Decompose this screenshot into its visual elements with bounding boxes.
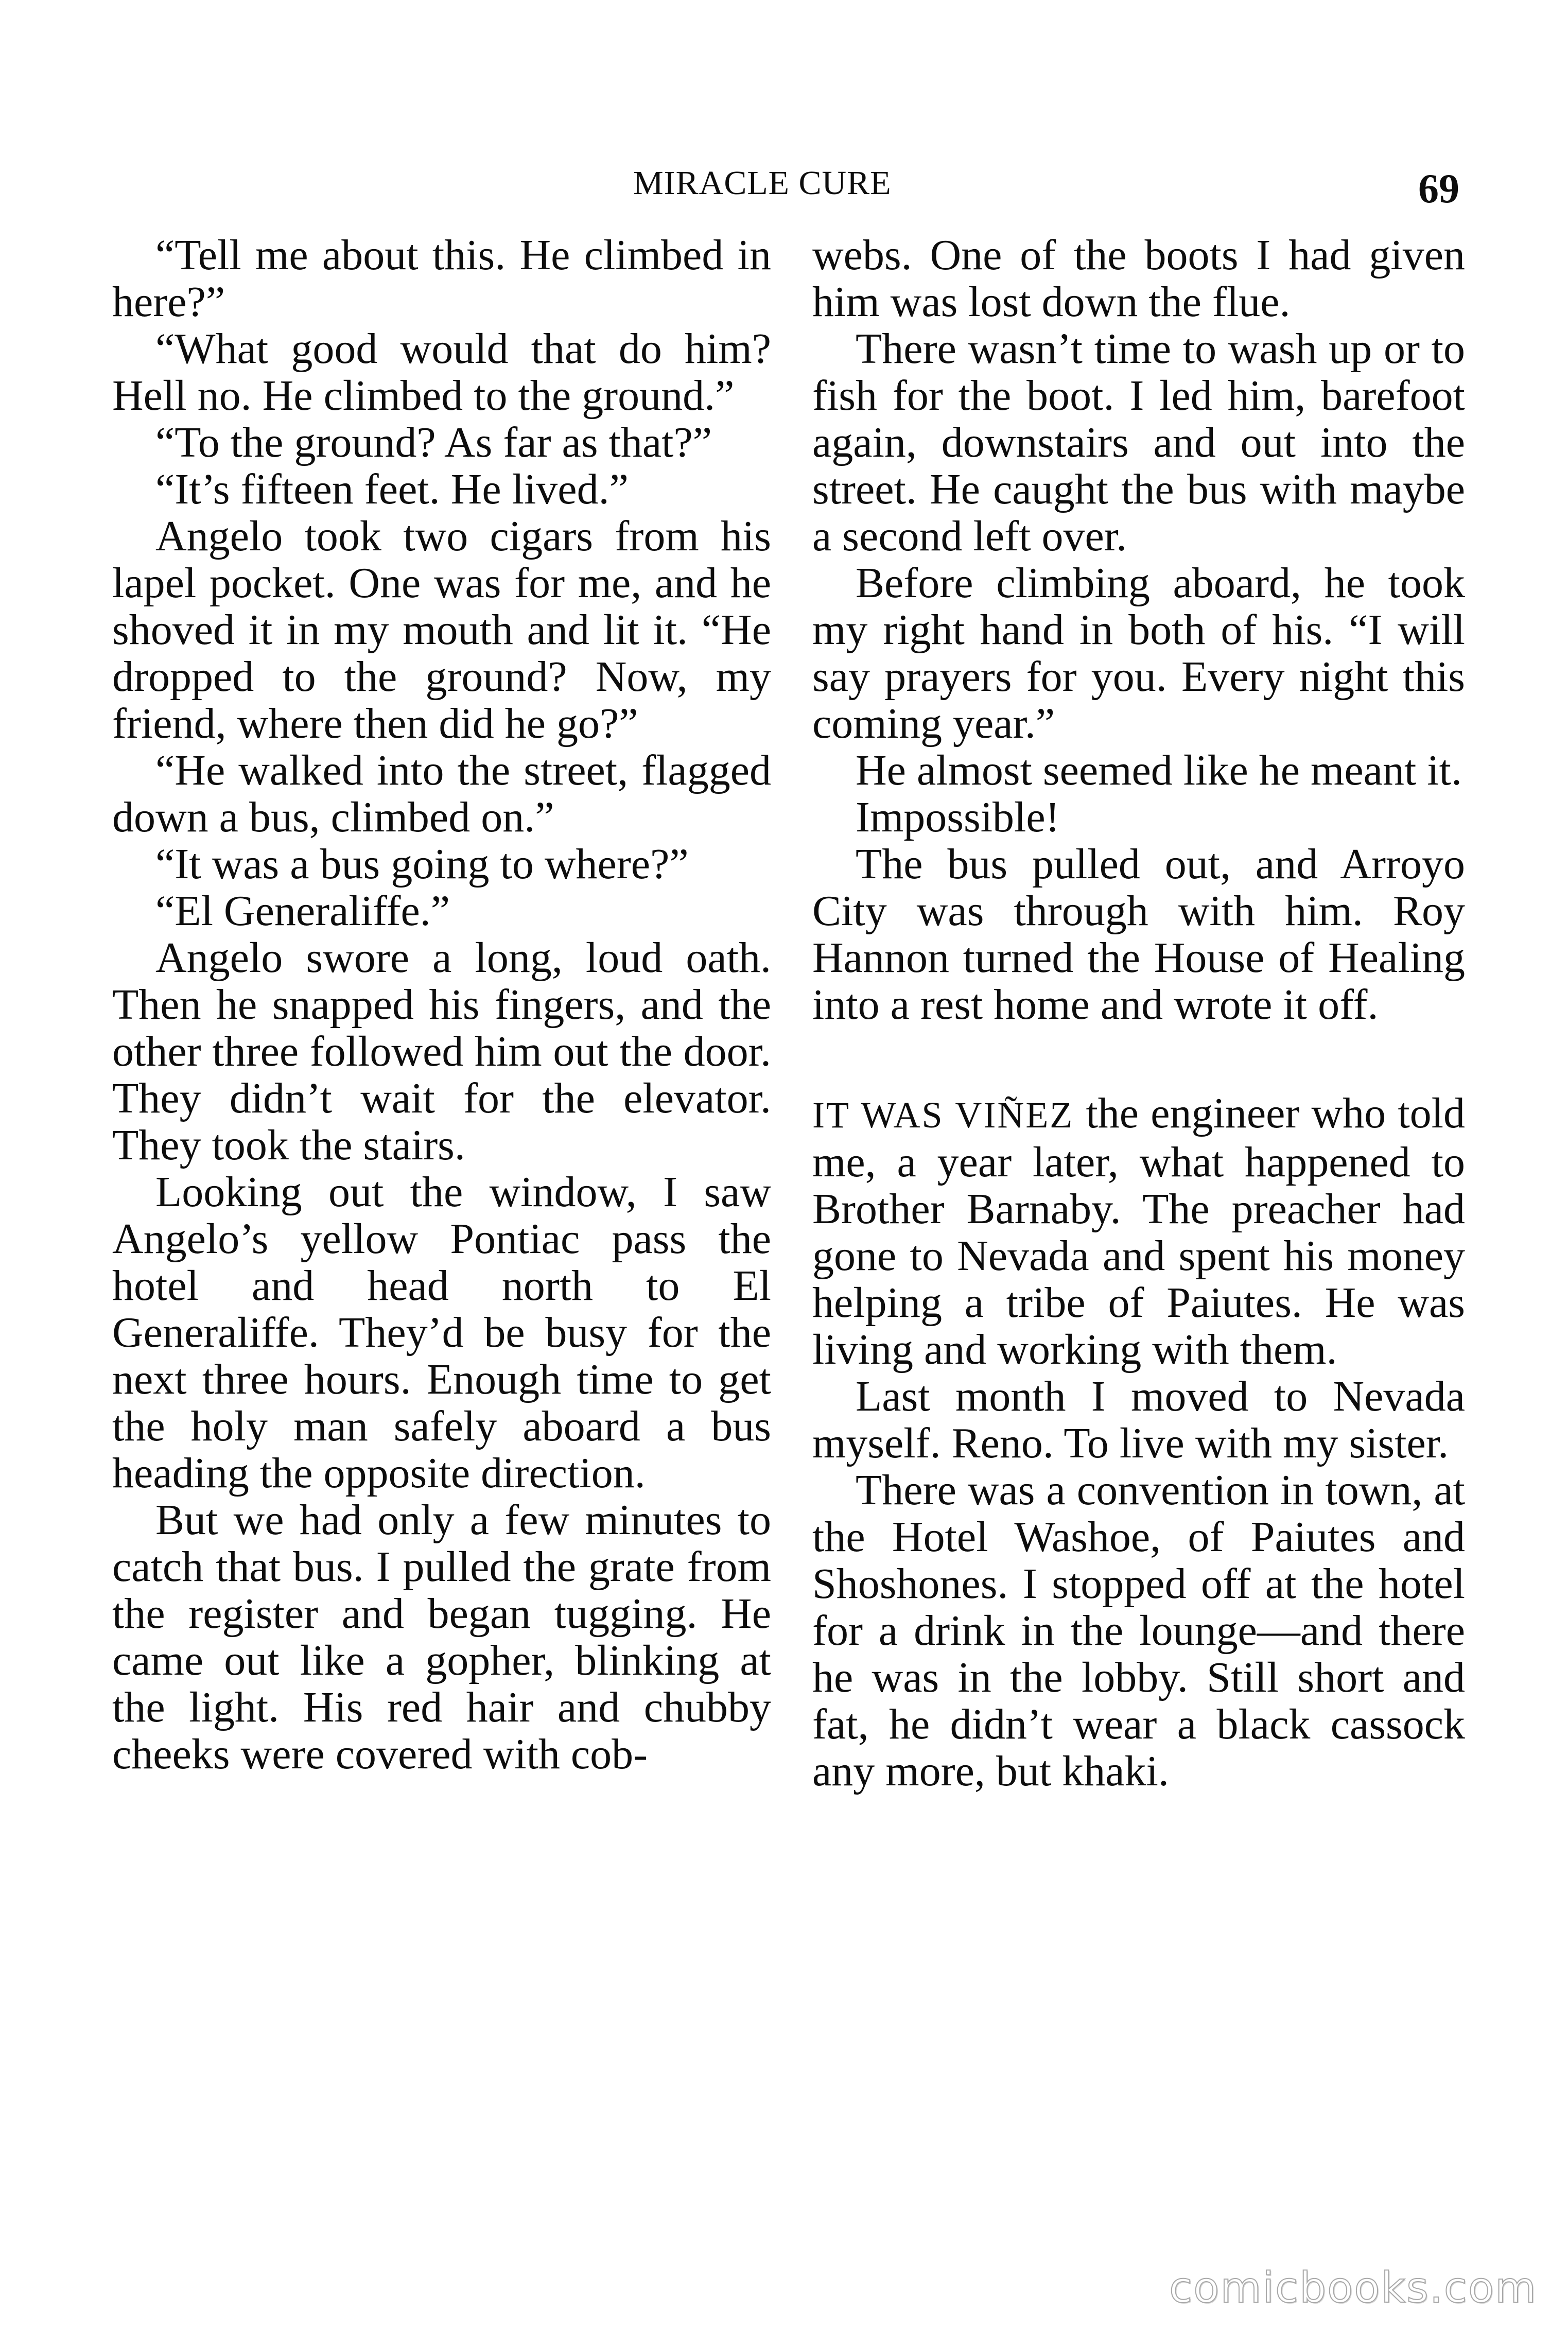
page-number: 69 [1418,166,1459,212]
paragraph: There was a convention in town, at the Hotel Washoe, of Paiutes and Shoshones. I stopped off at the hotel for a drink in the lounge—and there he was in the lobby. Still short and fat, he didn’t wear a black cassock any more, but khaki. [812,1466,1465,1795]
section-opening-text: the engineer who told me, a year later, what happened to Brother Barnaby. The preacher had gone to Nevada and spent his money helping a tribe of Paiutes. He was living and working with them. [812,1089,1465,1373]
paragraph: But we had only a few minutes to catch that bus. I pulled the grate from the register and began tugging. He came out like a gopher, blinking at the light. His red hair and chubby cheeks were covered with cob- [112,1496,771,1778]
paragraph: There wasn’t time to wash up or to fish for the boot. I led him, barefoot again, downstairs and out into the street. He caught the bus with maybe a second left over. [812,325,1465,560]
paragraph: “He walked into the street, flagged down a bus, climbed on.” [112,746,771,841]
right-column [812,232,1465,1795]
running-title: MIRACLE CURE [633,164,892,202]
watermark-logo: comicbooks.com [1169,2264,1537,2312]
paragraph: “To the ground? As far as that?” [155,419,712,466]
paragraph: He almost seemed like he meant it. [856,746,1462,794]
paragraph: Looking out the window, I saw Angelo’s yellow Pontiac pass the hotel and head north to El Generaliffe. They’d be busy for the next three hours. Enough time to get the holy man safely aboard a bus heading the opposite direction. [112,1168,771,1497]
paragraph: The bus pulled out, and Arroyo City was through with him. Roy Hannon turned the House of Healing into a rest home and wrote it off. [812,840,1465,1029]
paragraph: “It’s fifteen feet. He lived.” [155,465,629,513]
section-lead-in: IT WAS VIÑEZ [812,1094,1074,1136]
paragraph: Before climbing aboard, he took my right hand in both of his. “I will say prayers for you. Every night this coming year.” [812,559,1465,747]
paragraph: Impossible! [856,793,1060,841]
paragraph: “El Generaliffe.” [155,887,450,935]
paragraph: “It was a bus going to where?” [155,840,689,888]
section-opening-paragraph [812,1090,1465,1373]
left-column [112,232,771,1778]
paragraph: “What good would that do him? Hell no. He climbed to the ground.” [112,325,771,420]
paragraph: Angelo swore a long, loud oath. Then he snapped his fingers, and the other three followed him out the door. They didn’t wait for the elevator. They took the stairs. [112,934,771,1169]
continued-paragraph: webs. One of the boots I had given him was lost down the flue. [812,231,1465,326]
paragraph: Last month I moved to Nevada myself. Reno. To live with my sister. [812,1372,1465,1467]
paragraph: “Tell me about this. He climbed in here?” [112,231,771,326]
paragraph: Angelo took two cigars from his lapel pocket. One was for me, and he shoved it in my mouth and lit it. “He dropped to the ground? Now, my friend, where then did he go?” [112,512,771,747]
